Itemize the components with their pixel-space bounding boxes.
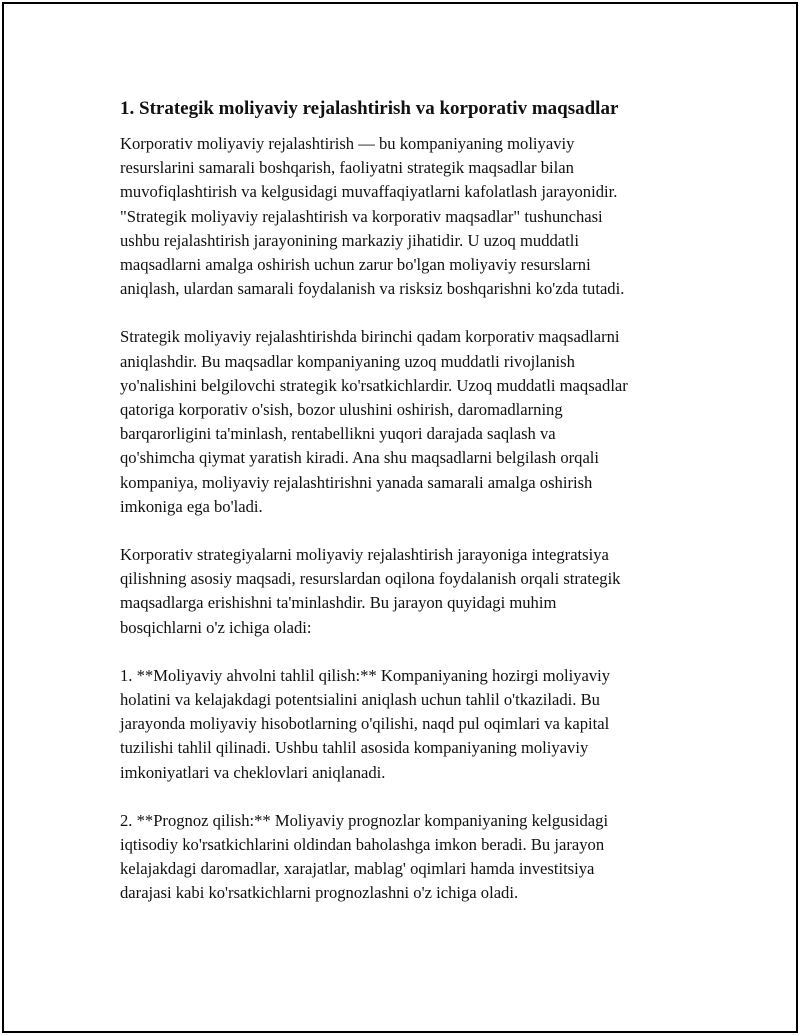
text-line: 1. **Moliyaviy ahvolni tahlil qilish:** Kompaniyaning hozirgi moliyaviy <box>120 665 611 685</box>
text-line: qilishning asosiy maqsadi, resurslardan oqilona foydalanish orqali strategik <box>120 569 621 589</box>
text-line: aniqlash, ulardan samarali foydalanish va risksiz boshqarishni ko'zda tutadi. <box>120 279 625 299</box>
text-line: jarayonda moliyaviy hisobotlarning o'qilishi, naqd pul oqimlari va kapital <box>120 714 610 734</box>
text-line: iqtisodiy ko'rsatkichlarini oldindan baholashga imkon beradi. Bu jarayon <box>120 835 605 855</box>
paragraph-2 <box>120 325 690 519</box>
list-item-1 <box>120 664 690 785</box>
text-line: maqsadlarni amalga oshirish uchun zarur bo'lgan moliyaviy resurslarni <box>120 255 591 275</box>
text-line: imkoniga ega bo'ladi. <box>120 496 263 516</box>
text-line: "Strategik moliyaviy rejalashtirish va korporativ maqsadlar" tushunchasi <box>120 206 603 226</box>
text-line: tuzilishi tahlil qilinadi. Ushbu tahlil asosida kompaniyaning moliyaviy <box>120 738 589 758</box>
text-line: imkoniyatlari va cheklovlari aniqlanadi. <box>120 762 386 782</box>
text-line: aniqlashdir. Bu maqsadlar kompaniyaning uzoq muddatli rivojlanish <box>120 351 575 371</box>
text-line: ushbu rejalashtirish jarayonining markaziy jihatidir. U uzoq muddatli <box>120 230 579 250</box>
paragraph-3 <box>120 543 690 640</box>
text-line: holatini va kelajakdagi potentsialini aniqlash uchun tahlil o'tkaziladi. Bu <box>120 690 600 710</box>
text-line: muvofiqlashtirish va kelgusidagi muvaffaqiyatlarni kafolatlash jarayonidir. <box>120 182 618 202</box>
paragraph-1 <box>120 132 690 301</box>
text-line: 2. **Prognoz qilish:** Moliyaviy prognozlar kompaniyaning kelgusidagi <box>120 810 609 830</box>
text-line: Strategik moliyaviy rejalashtirishda birinchi qadam korporativ maqsadlarni <box>120 327 620 347</box>
document-body <box>120 95 690 930</box>
text-line: Korporativ strategiyalarni moliyaviy rejalashtirish jarayoniga integratsiya <box>120 545 609 565</box>
text-line: darajasi kabi ko'rsatkichlarni prognozlashni o'z ichiga oladi. <box>120 883 519 903</box>
list-item-2 <box>120 809 690 906</box>
text-line: kelajakdagi daromadlar, xarajatlar, mablag' oqimlari hamda investitsiya <box>120 859 595 879</box>
text-line: yo'nalishini belgilovchi strategik ko'rsatkichlardir. Uzoq muddatli maqsadlar <box>120 375 628 395</box>
text-line: barqarorligini ta'minlash, rentabellikni yuqori darajada saqlash va <box>120 424 556 444</box>
section-heading: 1. Strategik moliyaviy rejalashtirish va korporativ maqsadlar <box>120 98 619 119</box>
text-line: Korporativ moliyaviy rejalashtirish — bu kompaniyaning moliyaviy <box>120 134 575 153</box>
page-frame <box>2 2 798 1033</box>
text-line: qatoriga korporativ o'sish, bozor ulushini oshirish, daromadlarning <box>120 400 563 420</box>
text-line: maqsadlarga erishishni ta'minlashdir. Bu jarayon quyidagi muhim <box>120 593 557 613</box>
text-line: kompaniya, moliyaviy rejalashtirishni yanada samarali amalga oshirish <box>120 472 593 492</box>
text-line: resurslarini samarali boshqarish, faoliyatni strategik maqsadlar bilan <box>120 158 574 178</box>
text-line: qo'shimcha qiymat yaratish kiradi. Ana shu maqsadlarni belgilash orqali <box>120 448 600 468</box>
text-line: bosqichlarni o'z ichiga oladi: <box>120 617 312 637</box>
